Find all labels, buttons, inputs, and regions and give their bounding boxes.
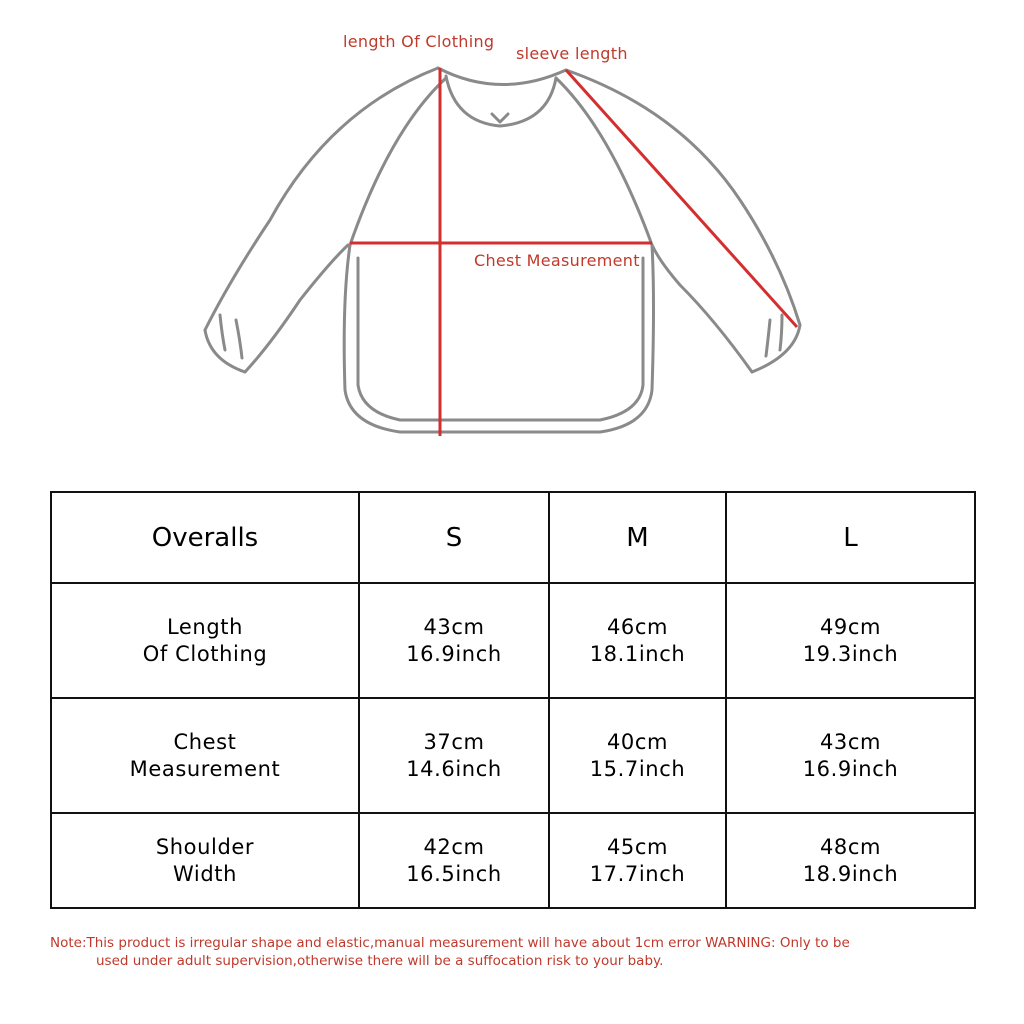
warning-note (50, 934, 980, 970)
cell-chest-m: 40cm 15.7inch (549, 698, 726, 813)
cell-shoulder-m: 45cm 17.7inch (549, 813, 726, 908)
header-size-l: L (726, 492, 975, 583)
cell-shoulder-s: 42cm 16.5inch (359, 813, 549, 908)
garment-diagram (0, 0, 1024, 460)
table-header-row (51, 492, 975, 583)
chest-label: Chest Measurement (474, 251, 640, 270)
row-label-shoulder: Shoulder Width (51, 813, 359, 908)
note-line-1: Note:This product is irregular shape and elastic,manual measurement will have about 1cm error WARNING: Only to be (50, 935, 850, 951)
garment-outline (205, 68, 800, 432)
header-overalls: Overalls (51, 492, 359, 583)
cell-length-m: 46cm 18.1inch (549, 583, 726, 698)
cell-length-s: 43cm 16.9inch (359, 583, 549, 698)
cell-length-l: 49cm 19.3inch (726, 583, 975, 698)
note-line-2: used under adult supervision,otherwise there will be a suffocation risk to your baby. (96, 953, 664, 969)
header-size-m: M (549, 492, 726, 583)
row-label-chest: Chest Measurement (51, 698, 359, 813)
sleeve-label: sleeve length (516, 44, 628, 63)
cell-shoulder-l: 48cm 18.9inch (726, 813, 975, 908)
table-row (51, 583, 975, 698)
table-row (51, 813, 975, 908)
cell-chest-l: 43cm 16.9inch (726, 698, 975, 813)
row-label-length: Length Of Clothing (51, 583, 359, 698)
header-size-s: S (359, 492, 549, 583)
size-table (50, 491, 976, 909)
cell-chest-s: 37cm 14.6inch (359, 698, 549, 813)
length-label: length Of Clothing (343, 32, 495, 51)
table-row (51, 698, 975, 813)
